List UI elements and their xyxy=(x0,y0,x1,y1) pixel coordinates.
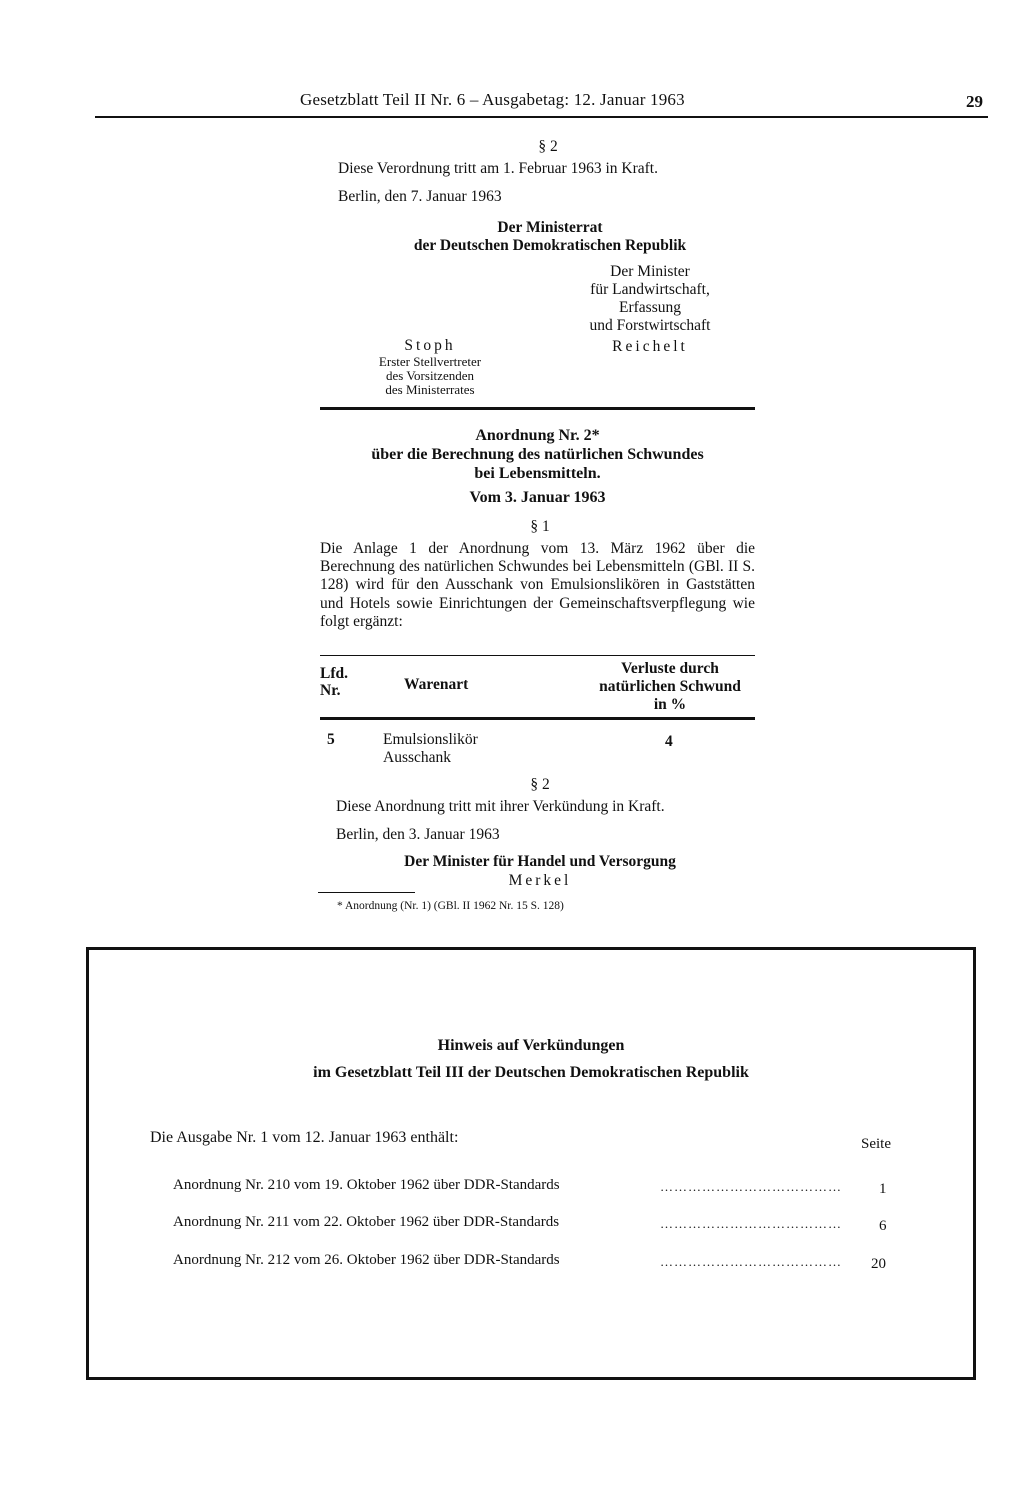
notice-entry xyxy=(173,1214,893,1234)
notice-entry-page: 20 xyxy=(871,1256,886,1272)
notice-entry xyxy=(173,1252,893,1272)
table-header-ware: Warenart xyxy=(404,676,469,693)
table-cell-verlust: 4 xyxy=(665,733,673,750)
table-header-rule xyxy=(320,717,755,720)
table-header-nr-line: Nr. xyxy=(320,682,341,699)
anordnung-effective-text: Diese Anordnung tritt mit ihrer Verkündung in Kraft. xyxy=(336,798,665,815)
section-1-heading: § 1 xyxy=(530,518,550,535)
table-cell-ware xyxy=(383,731,478,767)
notice-page-column-label: Seite xyxy=(861,1136,891,1152)
section-separator-rule xyxy=(320,407,755,410)
minister-name: Reichelt xyxy=(612,338,688,355)
notice-box xyxy=(86,947,976,1380)
table-header-verlust-line: in % xyxy=(653,696,687,713)
header-rule xyxy=(95,116,988,118)
anordnung-date: Vom 3. Januar 1963 xyxy=(469,489,606,506)
deputy-line: des Ministerrates xyxy=(385,382,475,397)
table-header-nr-line: Lfd. xyxy=(320,665,348,682)
page-number: 29 xyxy=(966,92,983,111)
deputy-line: des Vorsitzenden xyxy=(386,368,474,383)
table-cell-ware-line: Emulsionslikör xyxy=(383,731,478,748)
notice-entry-text: Anordnung Nr. 212 vom 26. Oktober 1962 über DDR-Standards xyxy=(173,1252,560,1268)
leader-dots: ………………………………… xyxy=(660,1216,842,1231)
notice-lead: Die Ausgabe Nr. 1 vom 12. Januar 1963 enthält: xyxy=(150,1129,459,1146)
minister-line: für Landwirtschaft, xyxy=(590,281,710,298)
anordnung-signer-name: Merkel xyxy=(508,872,572,889)
anordnung-place-date: Berlin, den 3. Januar 1963 xyxy=(336,826,500,843)
leader-dots: ………………………………… xyxy=(660,1179,842,1194)
notice-entry xyxy=(173,1177,893,1197)
anordnung-signer-title: Der Minister für Handel und Versorgung xyxy=(404,853,676,870)
minister-line: Der Minister xyxy=(610,263,690,280)
table-cell-nr: 5 xyxy=(327,731,335,748)
notice-entry-text: Anordnung Nr. 211 vom 22. Oktober 1962 über DDR-Standards xyxy=(173,1214,560,1230)
table-cell-ware-line: Ausschank xyxy=(383,749,452,766)
deputy-line: Erster Stellvertreter xyxy=(378,354,482,369)
notice-entry-text: Anordnung Nr. 210 vom 19. Oktober 1962 über DDR-Standards xyxy=(173,1177,560,1193)
minister-line: und Forstwirtschaft xyxy=(589,317,711,334)
notice-heading-line-1: Hinweis auf Verkündungen xyxy=(437,1037,625,1054)
verordnung-place-date: Berlin, den 7. Januar 1963 xyxy=(338,188,502,205)
anordnung-title-line: über die Berechnung des natürlichen Schwundes xyxy=(371,446,704,463)
table-header-verlust xyxy=(575,660,765,714)
notice-heading-line-2: im Gesetzblatt Teil III der Deutschen Demokratischen Republik xyxy=(313,1064,749,1081)
table-header-nr xyxy=(320,665,348,699)
anordnung-section-2-heading: § 2 xyxy=(530,776,550,793)
footnote-rule xyxy=(318,892,415,893)
section-1-paragraph: Die Anlage 1 der Anordnung vom 13. März 1962 über die Berechnung des natürlichen Schwundes bei Lebensmitteln (GBl. II S. 128) wird für den Ausschank von Emulsionslikören in Gaststätten und Hotels sowie Einrichtungen der Gemeinschaftsverpflegung wie folgt ergänzt: xyxy=(320,540,755,630)
table-header-verlust-line: natürlichen Schwund xyxy=(599,678,741,695)
minister-line: Erfassung xyxy=(619,299,681,316)
anordnung-title-line: bei Lebensmitteln. xyxy=(474,465,601,482)
footnote: * Anordnung (Nr. 1) (GBl. II 1962 Nr. 15 S. 128) xyxy=(337,900,564,912)
deputy-signature-block xyxy=(330,337,530,397)
issuer-line-2: der Deutschen Demokratischen Republik xyxy=(413,237,687,254)
table-top-rule xyxy=(320,655,755,656)
minister-signature-block xyxy=(540,263,760,356)
notice-entry-page: 6 xyxy=(879,1218,887,1234)
table-header-verlust-line: Verluste durch xyxy=(621,660,719,677)
issuer-line-1: Der Ministerrat xyxy=(497,219,603,236)
notice-entry-page: 1 xyxy=(879,1181,887,1197)
leader-dots: ………………………………… xyxy=(660,1254,842,1269)
anordnung-title xyxy=(320,426,755,483)
anordnung-title-line: Anordnung Nr. 2* xyxy=(475,427,600,444)
running-header: Gesetzblatt Teil II Nr. 6 – Ausgabetag: 12. Januar 1963 xyxy=(300,90,685,109)
verordnung-effective-text: Diese Verordnung tritt am 1. Februar 1963 in Kraft. xyxy=(338,160,658,177)
deputy-name: Stoph xyxy=(404,337,456,354)
section-2-heading: § 2 xyxy=(538,138,558,155)
